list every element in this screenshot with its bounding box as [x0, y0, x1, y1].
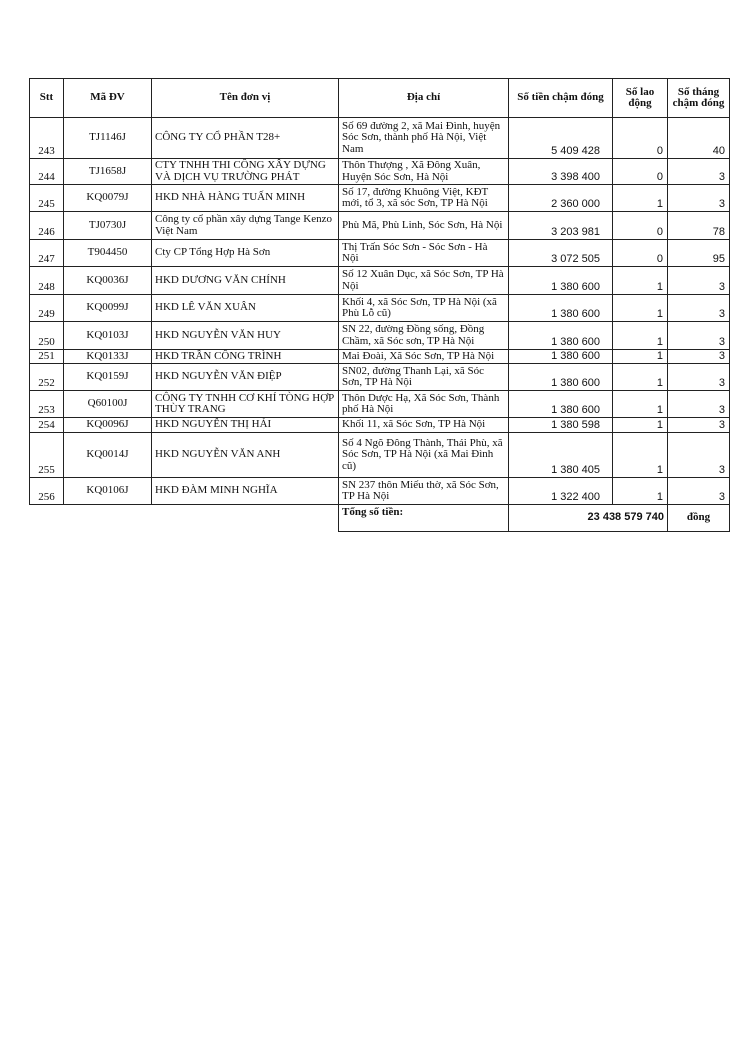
row-dia-chi: Khối 11, xã Sóc Sơn, TP Hà Nội	[339, 418, 509, 433]
table-row	[30, 478, 730, 505]
row-ten-don-vi: Công ty cổ phần xây dựng Tange Kenzo Việt Nam	[152, 212, 339, 240]
row-so-thang: 3	[668, 267, 730, 295]
row-so-tien: 5 409 428	[509, 118, 613, 159]
row-so-tien: 1 322 400	[509, 478, 613, 505]
row-so-tien: 1 380 600	[509, 350, 613, 364]
row-ma-dv: KQ0096J	[64, 418, 152, 433]
row-ma-dv: KQ0079J	[64, 185, 152, 212]
row-so-lao-dong: 0	[613, 159, 668, 185]
row-stt: 245	[30, 185, 64, 212]
table-row	[30, 267, 730, 295]
row-stt: 248	[30, 267, 64, 295]
total-unit: đồng	[668, 505, 730, 532]
row-so-tien: 3 203 981	[509, 212, 613, 240]
row-dia-chi: Số 17, đường Khuông Việt, KĐT mới, tổ 3, xã sóc Sơn, TP Hà Nội	[339, 185, 509, 212]
row-so-lao-dong: 1	[613, 267, 668, 295]
row-stt: 244	[30, 159, 64, 185]
row-ten-don-vi: HKD NGUYỄN THỊ HẢI	[152, 418, 339, 433]
row-ten-don-vi: CTY TNHH THI CÔNG XÂY DỰNG VÀ DỊCH VỤ TRƯỜNG PHÁT	[152, 159, 339, 185]
total-label: Tổng số tiền:	[339, 505, 509, 532]
header-so-lao-dong: Số lao động	[613, 79, 668, 118]
header-ma-dv: Mã ĐV	[64, 79, 152, 118]
row-so-lao-dong: 1	[613, 391, 668, 418]
row-so-thang: 3	[668, 364, 730, 391]
row-ten-don-vi: Cty CP Tổng Hợp Hà Sơn	[152, 240, 339, 267]
row-dia-chi: Phù Mã, Phù Linh, Sóc Sơn, Hà Nội	[339, 212, 509, 240]
header-so-thang: Số tháng chậm đóng	[668, 79, 730, 118]
table-row	[30, 159, 730, 185]
row-ten-don-vi: HKD LÊ VĂN XUÂN	[152, 295, 339, 322]
header-dia-chi: Địa chỉ	[339, 79, 509, 118]
row-so-thang: 3	[668, 322, 730, 350]
row-so-lao-dong: 1	[613, 295, 668, 322]
row-so-tien: 1 380 600	[509, 295, 613, 322]
row-stt: 254	[30, 418, 64, 433]
row-so-lao-dong: 1	[613, 350, 668, 364]
table-row	[30, 240, 730, 267]
row-ten-don-vi: CÔNG TY TNHH CƠ KHÍ TÒNG HỢP THÙY TRANG	[152, 391, 339, 418]
row-stt: 255	[30, 433, 64, 478]
row-so-lao-dong: 0	[613, 118, 668, 159]
row-dia-chi: Thị Trấn Sóc Sơn - Sóc Sơn - Hà Nội	[339, 240, 509, 267]
row-so-tien: 1 380 598	[509, 418, 613, 433]
row-ten-don-vi: HKD NGUYỄN VĂN ĐIỆP	[152, 364, 339, 391]
row-stt: 251	[30, 350, 64, 364]
row-dia-chi: SN02, đường Thanh Lại, xã Sóc Sơn, TP Hà Nội	[339, 364, 509, 391]
row-so-tien: 1 380 600	[509, 364, 613, 391]
row-ten-don-vi: HKD NGUYỄN VĂN ANH	[152, 433, 339, 478]
table-row	[30, 364, 730, 391]
total-value: 23 438 579 740	[509, 505, 668, 532]
row-ten-don-vi: CÔNG TY CỔ PHẦN T28+	[152, 118, 339, 159]
row-so-lao-dong: 0	[613, 240, 668, 267]
row-ma-dv: KQ0014J	[64, 433, 152, 478]
row-so-thang: 3	[668, 185, 730, 212]
arrears-table	[29, 78, 730, 532]
header-ten-don-vi: Tên đơn vị	[152, 79, 339, 118]
row-ten-don-vi: HKD NHÀ HÀNG TUẤN MINH	[152, 185, 339, 212]
row-dia-chi: SN 237 thôn Miếu thờ, xã Sóc Sơn, TP Hà Nội	[339, 478, 509, 505]
table-row	[30, 418, 730, 433]
row-so-thang: 3	[668, 350, 730, 364]
row-ma-dv: KQ0036J	[64, 267, 152, 295]
row-dia-chi: Thôn Dược Hạ, Xã Sóc Sơn, Thành phố Hà Nội	[339, 391, 509, 418]
row-dia-chi: Mai Đoài, Xã Sóc Sơn, TP Hà Nội	[339, 350, 509, 364]
table-row	[30, 185, 730, 212]
table-row	[30, 118, 730, 159]
row-so-thang: 3	[668, 391, 730, 418]
row-ma-dv: KQ0106J	[64, 478, 152, 505]
row-ma-dv: KQ0103J	[64, 322, 152, 350]
row-ten-don-vi: HKD TRẦN CÔNG TRÌNH	[152, 350, 339, 364]
row-ten-don-vi: HKD NGUYỄN VĂN HUY	[152, 322, 339, 350]
row-stt: 243	[30, 118, 64, 159]
row-so-tien: 1 380 600	[509, 322, 613, 350]
row-stt: 252	[30, 364, 64, 391]
row-so-lao-dong: 1	[613, 433, 668, 478]
row-so-lao-dong: 1	[613, 185, 668, 212]
row-so-thang: 3	[668, 418, 730, 433]
row-so-thang: 3	[668, 159, 730, 185]
row-ma-dv: KQ0099J	[64, 295, 152, 322]
header-stt: Stt	[30, 79, 64, 118]
row-ten-don-vi: HKD ĐÀM MINH NGHĨA	[152, 478, 339, 505]
row-dia-chi: Khối 4, xã Sóc Sơn, TP Hà Nội (xã Phù Lỗ cũ)	[339, 295, 509, 322]
row-so-lao-dong: 1	[613, 364, 668, 391]
row-ma-dv: KQ0133J	[64, 350, 152, 364]
row-so-lao-dong: 1	[613, 322, 668, 350]
row-ma-dv: Q60100J	[64, 391, 152, 418]
row-so-tien: 1 380 600	[509, 267, 613, 295]
row-ma-dv: TJ0730J	[64, 212, 152, 240]
header-so-tien: Số tiền chậm đóng	[509, 79, 613, 118]
header-row	[30, 79, 730, 118]
row-so-tien: 1 380 600	[509, 391, 613, 418]
total-row	[30, 505, 730, 532]
row-stt: 256	[30, 478, 64, 505]
row-so-thang: 40	[668, 118, 730, 159]
row-stt: 247	[30, 240, 64, 267]
row-so-thang: 78	[668, 212, 730, 240]
row-stt: 253	[30, 391, 64, 418]
row-so-lao-dong: 0	[613, 212, 668, 240]
table-row	[30, 322, 730, 350]
row-so-thang: 3	[668, 478, 730, 505]
row-so-thang: 95	[668, 240, 730, 267]
row-so-lao-dong: 1	[613, 478, 668, 505]
row-so-lao-dong: 1	[613, 418, 668, 433]
row-so-tien: 3 072 505	[509, 240, 613, 267]
row-ma-dv: KQ0159J	[64, 364, 152, 391]
row-stt: 249	[30, 295, 64, 322]
row-dia-chi: Thôn Thượng , Xã Đông Xuân, Huyện Sóc Sơn, Hà Nội	[339, 159, 509, 185]
row-dia-chi: SN 22, đường Đồng sống, Đồng Chầm, xã Sóc sơn, TP Hà Nội	[339, 322, 509, 350]
row-stt: 246	[30, 212, 64, 240]
table-row	[30, 350, 730, 364]
row-ma-dv: T904450	[64, 240, 152, 267]
row-so-tien: 2 360 000	[509, 185, 613, 212]
row-so-tien: 1 380 405	[509, 433, 613, 478]
row-dia-chi: Số 12 Xuân Dục, xã Sóc Sơn, TP Hà Nội	[339, 267, 509, 295]
row-dia-chi: Số 69 đường 2, xã Mai Đình, huyện Sóc Sơn, thành phố Hà Nội, Việt Nam	[339, 118, 509, 159]
row-so-tien: 3 398 400	[509, 159, 613, 185]
row-so-thang: 3	[668, 433, 730, 478]
row-ten-don-vi: HKD DƯƠNG VĂN CHÍNH	[152, 267, 339, 295]
table-row	[30, 212, 730, 240]
row-stt: 250	[30, 322, 64, 350]
row-dia-chi: Số 4 Ngõ Đông Thành, Thái Phù, xã Sóc Sơn, TP Hà Nội (xã Mai Đình cũ)	[339, 433, 509, 478]
row-ma-dv: TJ1658J	[64, 159, 152, 185]
table-row	[30, 391, 730, 418]
table-row	[30, 295, 730, 322]
row-ma-dv: TJ1146J	[64, 118, 152, 159]
row-so-thang: 3	[668, 295, 730, 322]
table-row	[30, 433, 730, 478]
